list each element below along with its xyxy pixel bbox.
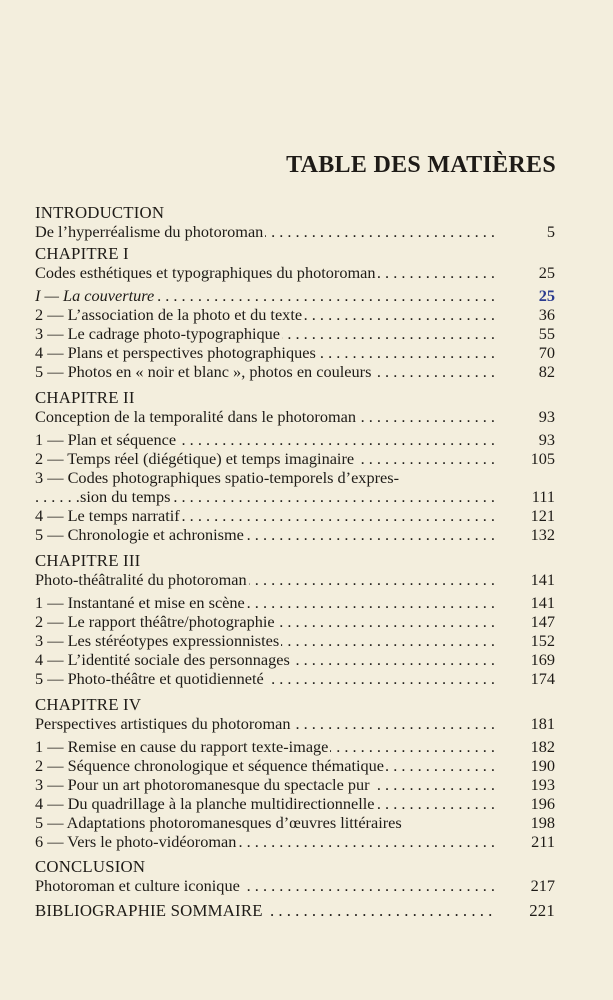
toc-section-bibliographie: [35, 901, 555, 920]
toc-entry: [35, 832, 555, 851]
toc-entry: [35, 631, 555, 650]
toc-section-conclusion: [35, 857, 555, 895]
entry-page: 132: [527, 525, 555, 544]
entry-page: 193: [527, 775, 555, 794]
entry-page: 174: [527, 669, 555, 688]
entry-page: 211: [527, 832, 555, 851]
toc-entry: [35, 449, 555, 468]
section-heading: CHAPITRE II: [35, 388, 135, 407]
toc-entry: [35, 430, 555, 449]
entry-page: 25: [535, 263, 555, 282]
toc-entry: [35, 305, 555, 324]
page-title: TABLE DES MATIÈRES: [286, 152, 556, 178]
entry-text: 4 — Du quadrillage à la planche multidirectionnelle: [35, 794, 375, 813]
entry-text: 4 — Plans et perspectives photographiques: [35, 343, 316, 362]
entry-page: 141: [527, 570, 555, 589]
entry-page: 152: [527, 631, 555, 650]
toc-section-introduction: [35, 203, 555, 241]
entry-text: Conception de la temporalité dans le photoroman: [35, 407, 357, 426]
toc-entry: [35, 222, 555, 241]
entry-page: 93: [535, 430, 555, 449]
toc-entry: [35, 794, 555, 813]
entry-page: 70: [535, 343, 555, 362]
entry-page: 147: [527, 612, 555, 631]
entry-text: 2 — Le rapport théâtre/photographie: [35, 612, 275, 631]
toc-entry: [35, 506, 555, 525]
toc-section-chapitre-4: [35, 695, 555, 851]
section-heading: CONCLUSION: [35, 857, 146, 876]
entry-page-annotated: 25: [535, 286, 555, 305]
entry-text: 1 — Remise en cause du rapport texte-image: [35, 737, 329, 756]
section-heading: INTRODUCTION: [35, 203, 165, 222]
chapter-subtitle: [35, 407, 555, 426]
toc-entry: [35, 756, 555, 775]
toc-entry: [35, 362, 555, 381]
entry-page: 182: [527, 737, 555, 756]
entry-text: Perspectives artistiques du photoroman: [35, 714, 291, 733]
entry-text: 1 — Plan et séquence: [35, 430, 177, 449]
entry-page: 141: [527, 593, 555, 612]
chapter-subtitle: [35, 570, 555, 589]
toc-entry: [35, 813, 555, 832]
toc-entry: [35, 324, 555, 343]
toc-entry: [35, 669, 555, 688]
section-heading: CHAPITRE IV: [35, 695, 142, 714]
entry-page: 217: [527, 876, 555, 895]
entry-text: De l’hyperréalisme du photoroman: [35, 222, 264, 241]
toc-entry: [35, 612, 555, 631]
toc-entry: [35, 876, 555, 895]
entry-page: 82: [535, 362, 555, 381]
entry-text: 6 — Vers le photo-vidéoroman: [35, 832, 237, 851]
entry-text: 3 — Le cadrage photo-typographique: [35, 324, 281, 343]
entry-text: 5 — Adaptations photoromanesques d’œuvres littéraires: [35, 813, 402, 832]
entry-page: 5: [543, 222, 555, 241]
entry-page: 105: [527, 449, 555, 468]
toc-section-chapitre-2: [35, 388, 555, 544]
entry-page: 111: [528, 487, 555, 506]
entry-text: 3 — Pour un art photoromanesque du spectacle pur: [35, 775, 370, 794]
entry-page: 190: [527, 756, 555, 775]
entry-text: 5 — Photo-théâtre et quotidienneté: [35, 669, 264, 688]
entry-text: BIBLIOGRAPHIE SOMMAIRE: [35, 901, 263, 920]
entry-text: 5 — Chronologie et achronisme: [35, 525, 244, 544]
toc-entry: [35, 650, 555, 669]
toc-entry: [35, 775, 555, 794]
section-heading: CHAPITRE I: [35, 244, 129, 263]
entry-page: 181: [527, 714, 555, 733]
entry-text: 4 — L’identité sociale des personnages: [35, 650, 290, 669]
entry-page: 55: [535, 324, 555, 343]
entry-page: 121: [527, 506, 555, 525]
entry-page: 196: [527, 794, 555, 813]
entry-page: 93: [535, 407, 555, 426]
entry-text: 4 — Le temps narratif: [35, 506, 180, 525]
entry-text: 2 — Temps réel (diégétique) et temps imaginaire: [35, 449, 355, 468]
table-of-contents: [35, 203, 555, 923]
toc-entry: [35, 468, 555, 487]
toc-entry: [35, 593, 555, 612]
entry-text: 3 — Les stéréotypes expressionnistes: [35, 631, 280, 650]
entry-text: Codes esthétiques et typographiques du photoroman: [35, 263, 376, 282]
section-heading: CHAPITRE III: [35, 551, 141, 570]
entry-page: 198: [527, 813, 555, 832]
chapter-subtitle: [35, 263, 555, 282]
toc-entry: [35, 286, 555, 305]
entry-page: 221: [525, 901, 555, 920]
entry-text: 1 — Instantané et mise en scène: [35, 593, 245, 612]
entry-page: 36: [535, 305, 555, 324]
entry-text: 3 — Codes photographiques spatio-temporels d’expres-: [35, 468, 399, 487]
toc-section-chapitre-3: [35, 551, 555, 688]
entry-text: 2 — Séquence chronologique et séquence thématique: [35, 756, 385, 775]
chapter-subtitle: [35, 714, 555, 733]
toc-entry: [35, 525, 555, 544]
entry-page: 169: [527, 650, 555, 669]
entry-text: 2 — L’association de la photo et du texte: [35, 305, 303, 324]
toc-entry: [35, 737, 555, 756]
entry-text: I — La couverture: [35, 286, 155, 305]
toc-entry-continuation: [35, 487, 555, 506]
section-heading: [35, 901, 555, 920]
toc-entry: [35, 343, 555, 362]
entry-text: Photoroman et culture iconique: [35, 876, 240, 895]
toc-section-chapitre-1: [35, 244, 555, 381]
entry-text: sion du temps: [80, 487, 171, 506]
entry-text: 5 — Photos en « noir et blanc », photos en couleurs: [35, 362, 372, 381]
entry-text: Photo-théâtralité du photoroman: [35, 570, 247, 589]
